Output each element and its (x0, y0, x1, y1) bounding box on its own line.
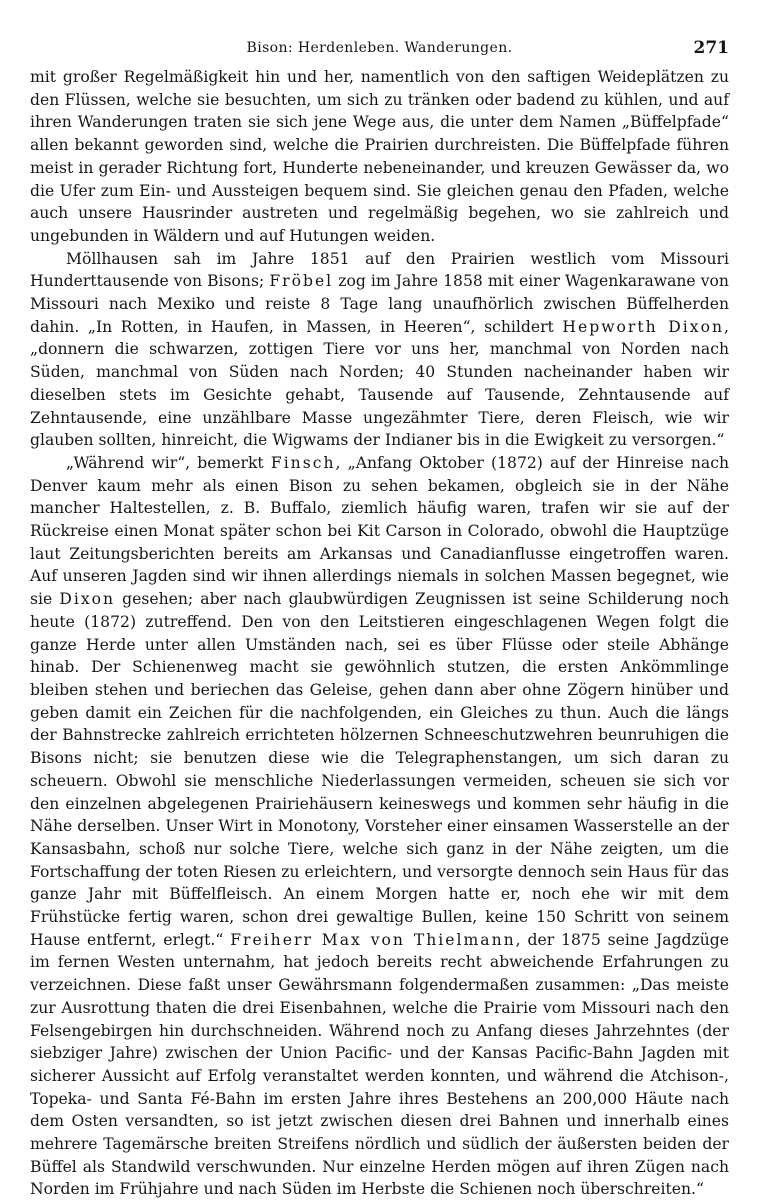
person-name-dixon: Dixon (59, 590, 116, 609)
person-name-froebel: Fröbel (269, 272, 334, 291)
running-head (30, 36, 729, 66)
paragraph-2-text: zog im Jahre 1858 mit einer Wagenkarawane von Missouri nach Mexiko und reiste 8 Tage lang unaufhörlich zwischen Büffelherden dahin. „In Rotten, in Haufen, in Massen, in Heeren“, schildert (30, 272, 729, 336)
page-number: 271 (693, 38, 729, 58)
person-name-finsch: Finsch (270, 453, 336, 472)
person-name-dixon: Hepworth Dixon (562, 317, 725, 336)
paragraph-3-text: , „Anfang Oktober (1872) auf der Hinreise nach Denver kaum mehr als einen Bison zu sehen bekamen, obgleich sie in der Nähe mancher Haltestellen, z. B. Buffalo, ziemlich häufig waren, trafen wir sie auf der Rückreise einen Monat später schon bei Kit Carson in Colorado, obwohl die Hauptzüge laut Zeitungsberichten bereits am Arkansas und Canadianflusse eingetroffen waren. Auf unseren Jagden sind wir ihnen allerdings niemals in solchen Massen begegnet, wie sie (30, 453, 729, 609)
running-title: Bison: Herdenleben. Wanderungen. (246, 40, 513, 56)
paragraph-2-text: Möllhausen sah im Jahre 1851 auf den Prairien westlich vom Missouri Hunderttausende von Bisons; (30, 249, 729, 291)
paragraph-3-text: , der 1875 seine Jagdzüge im fernen Westen unternahm, hat jedoch bereits recht abweichende Erfahrungen zu verzeichnen. Diese faßt unser Gewährsmann folgendermaßen zusammen: „Das meiste zur Ausrottung thaten die drei Eisenbahnen, welche die Prairie vom Missouri nach den Felsengebirgen hin durchschneiden. Während noch zu Anfang dieses Jahrzehntes (der siebziger Jahre) zwischen der Union Pacific- und der Kansas Pacific-Bahn Jagden mit sicherer Aussicht auf Erfolg veranstaltet werden konnten, und während die Atchison-, Topeka- und Santa Fé-Bahn im ersten Jahre ihres Bestehens an 200,000 Häute nach dem Osten versandten, so ist jetzt zwischen diesen drei Bahnen und innerhalb eines mehrere Tagemärsche breiten Streifens nördlich und südlich der äußersten beiden der Büffel als Standwild verschwunden. Nur einzelne Herden mögen auf ihren Zügen nach Norden im Frühjahre und nach Süden im Herbste die Schienen noch überschreiten.“ (30, 930, 730, 1199)
paragraph-3-text: gesehen; aber nach glaubwürdigen Zeugnissen ist seine Schilderung noch heute (1872) zutreffend. Den von den Leitstieren eingeschlagenen Wegen folgt die ganze Herde unter allen Umständen nach, sei es über Flüsse oder steile Abhänge hinab. Der Schienenweg macht sie gewöhnlich stutzen, die ersten Ankömmlinge bleiben stehen und beriechen das Geleise, gehen dann aber ohne Zögern hinüber und geben damit ein Zeichen für die nachfolgenden, ein Gleiches zu thun. Auch die längs der Bahnstrecke zahlreich errichteten hölzernen Schneeschutzwehren beunruhigen die Bisons nicht; sie benutzen diese wie die Telegraphenstangen, um sich daran zu scheuern. Obwohl sie menschliche Niederlassungen vermeiden, scheuen sie sich vor den einzelnen abgelegenen Prairiehäusern keineswegs und kommen sehr häufig in die Nähe derselben. Unser Wirt in Monotony, Vorsteher einer einsamen Wasserstelle an der Kansasbahn, schoß nur solche Tiere, welche sich ganz in der Nähe zeigten, um die Fortschaffung der toten Riesen zu erleichtern, und versorgte dennoch sein Haus für das ganze Jahr mit Büffelfleisch. An einem Morgen hatte er, noch ehe wir mit dem Frühstücke fertig waren, schon drei gewaltige Bullen, keine 150 Schritt von seinem Hause entfernt, erlegt.“ (30, 590, 729, 949)
paragraph-2-text: , „donnern die schwarzen, zottigen Tiere vor uns her, manchmal von Norden nach Süden, manchmal von Süden nach Norden; 40 Stunden nacheinander haben wir dieselben stets im Gesichte gehabt, Tausende auf Tausende, Zehntausende auf Zehntausende, eine unzählbare Masse ungezähmter Tiere, deren Fleisch, wie wir glauben sollten, hinreicht, die Wigwams der Indianer bis in die Ewigkeit zu versorgen.“ (30, 317, 729, 450)
person-name-thielmann: Freiherr Max von Thielmann (230, 930, 516, 949)
paragraph-3-text: „Während wir“, bemerkt (66, 453, 271, 472)
paragraph-3 (30, 452, 729, 1201)
paragraph-2 (30, 248, 729, 452)
body-text (30, 66, 729, 1201)
paragraph-1: mit großer Regelmäßigkeit hin und her, namentlich von den saftigen Weideplätzen zu den Flüssen, welche sie besuchten, um sich zu tränken oder badend zu kühlen, und auf ihren Wanderungen traten sie sich jene Wege aus, die unter dem Namen „Büffelpfade“ allen bekannt geworden sind, welche die Prairien durchreisten. Die Büffelpfade führen meist in gerader Richtung fort, Hunderte nebeneinander, und kreuzen Gewässer da, wo die Ufer zum Ein- und Aussteigen bequem sind. Sie gleichen genau den Pfaden, welche auch unsere Hausrinder austreten und regelmäßig begehen, wo sie zahlreich und ungebunden in Wäldern und auf Hutungen weiden. (30, 68, 729, 245)
